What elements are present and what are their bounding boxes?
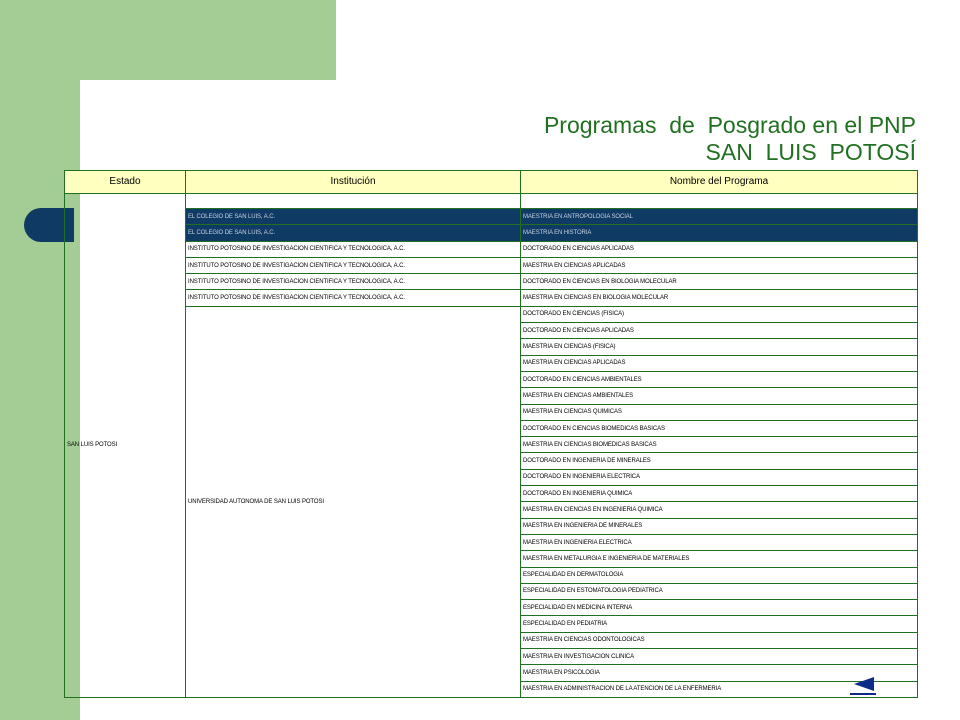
spacer-cell <box>186 194 521 209</box>
header-institucion: Institución <box>186 171 521 194</box>
table-header-row <box>65 171 918 194</box>
spacer-cell <box>521 194 918 209</box>
programa-cell: DOCTORADO EN CIENCIAS APLICADAS <box>521 323 918 339</box>
institucion-cell-uaslp: UNIVERSIDAD AUTONOMA DE SAN LUIS POTOSI <box>186 306 521 697</box>
table-row[interactable] <box>65 306 918 322</box>
programa-cell: DOCTORADO EN INGENIERIA QUIMICA <box>521 486 918 502</box>
estado-cell: SAN LUIS POTOSI <box>65 194 186 698</box>
programa-cell: ESPECIALIDAD EN DERMATOLOGIA <box>521 567 918 583</box>
programa-cell: MAESTRIA EN CIENCIAS AMBIENTALES <box>521 388 918 404</box>
programa-cell: MAESTRIA EN INGENIERIA DE MINERALES <box>521 518 918 534</box>
programa-cell: MAESTRIA EN INVESTIGACION CLINICA <box>521 649 918 665</box>
title-line-2: SAN LUIS POTOSÍ <box>705 139 916 165</box>
table-row[interactable] <box>65 290 918 306</box>
header-programa: Nombre del Programa <box>521 171 918 194</box>
programs-table <box>64 170 918 698</box>
institucion-cell: EL COLEGIO DE SAN LUIS, A.C. <box>186 225 521 241</box>
programa-cell: MAESTRIA EN ANTROPOLOGIA SOCIAL <box>521 209 918 225</box>
institucion-cell: INSTITUTO POTOSINO DE INVESTIGACION CIENTIFICA Y TECNOLOGICA, A.C. <box>186 257 521 273</box>
programa-cell: MAESTRIA EN CIENCIAS (FISICA) <box>521 339 918 355</box>
programa-cell: MAESTRIA EN CIENCIAS APLICADAS <box>521 355 918 371</box>
institucion-cell: INSTITUTO POTOSINO DE INVESTIGACION CIENTIFICA Y TECNOLOGICA, A.C. <box>186 241 521 257</box>
spacer-row <box>65 194 918 209</box>
programa-cell: MAESTRIA EN CIENCIAS BIOMEDICAS BASICAS <box>521 437 918 453</box>
header-estado: Estado <box>65 171 186 194</box>
programa-cell: DOCTORADO EN INGENIERIA DE MINERALES <box>521 453 918 469</box>
programa-cell: ESPECIALIDAD EN MEDICINA INTERNA <box>521 600 918 616</box>
table-row[interactable] <box>65 241 918 257</box>
programa-cell: MAESTRIA EN PSICOLOGIA <box>521 665 918 681</box>
programa-cell: DOCTORADO EN CIENCIAS BIOMEDICAS BASICAS <box>521 420 918 436</box>
programa-cell: DOCTORADO EN CIENCIAS AMBIENTALES <box>521 371 918 387</box>
back-arrow-icon[interactable] <box>850 676 876 696</box>
programa-cell: MAESTRIA EN METALURGIA E INGENIERIA DE MATERIALES <box>521 551 918 567</box>
back-arrow-underline <box>850 693 876 695</box>
programa-cell: MAESTRIA EN CIENCIAS EN BIOLOGIA MOLECULAR <box>521 290 918 306</box>
panel-rounded-corner <box>80 80 140 140</box>
programa-cell: DOCTORADO EN INGENIERIA ELECTRICA <box>521 469 918 485</box>
programa-cell: MAESTRIA EN ADMINISTRACION DE LA ATENCION DE LA ENFERMERIA <box>521 681 918 697</box>
programa-cell: MAESTRIA EN CIENCIAS QUIMICAS <box>521 404 918 420</box>
table-row[interactable] <box>65 274 918 290</box>
slide-title <box>544 112 916 166</box>
table-row[interactable] <box>65 225 918 241</box>
programa-cell: MAESTRIA EN INGENIERIA ELECTRICA <box>521 534 918 550</box>
institucion-cell: INSTITUTO POTOSINO DE INVESTIGACION CIENTIFICA Y TECNOLOGICA, A.C. <box>186 274 521 290</box>
green-top-band <box>80 0 336 80</box>
table-row[interactable] <box>65 209 918 225</box>
programa-cell: ESPECIALIDAD EN ESTOMATOLOGIA PEDIATRICA <box>521 583 918 599</box>
programa-cell: MAESTRIA EN CIENCIAS EN INGENIERIA QUIMICA <box>521 502 918 518</box>
programa-cell: ESPECIALIDAD EN PEDIATRIA <box>521 616 918 632</box>
programa-cell: DOCTORADO EN CIENCIAS (FISICA) <box>521 306 918 322</box>
programa-cell: DOCTORADO EN CIENCIAS APLICADAS <box>521 241 918 257</box>
institucion-cell: INSTITUTO POTOSINO DE INVESTIGACION CIENTIFICA Y TECNOLOGICA, A.C. <box>186 290 521 306</box>
programa-cell: MAESTRIA EN HISTORIA <box>521 225 918 241</box>
programa-cell: MAESTRIA EN CIENCIAS APLICADAS <box>521 257 918 273</box>
programa-cell: MAESTRIA EN CIENCIAS ODONTOLOGICAS <box>521 632 918 648</box>
programa-cell: DOCTORADO EN CIENCIAS EN BIOLOGIA MOLECULAR <box>521 274 918 290</box>
institucion-cell: EL COLEGIO DE SAN LUIS, A.C. <box>186 209 521 225</box>
back-arrow-head <box>854 677 874 691</box>
title-line-1: Programas de Posgrado en el PNP <box>543 112 916 138</box>
table-row[interactable] <box>65 257 918 273</box>
